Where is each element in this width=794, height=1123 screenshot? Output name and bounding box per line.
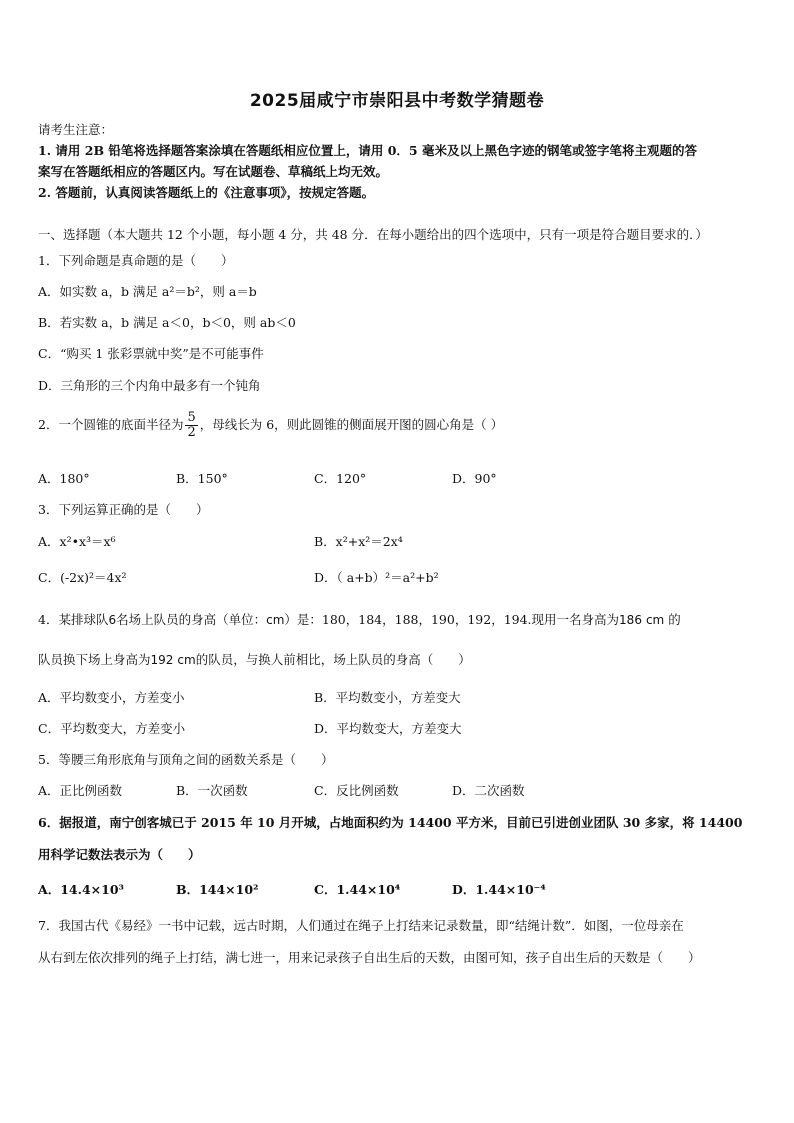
q2-stem <box>38 411 503 440</box>
q4-unit-cm: cm <box>266 613 285 627</box>
q4-line-1-pre: 4．某排球队 <box>38 612 109 627</box>
q2-stem-post: ，母线长为 6，则此圆锥的侧面展开图的圆心角是（ ） <box>199 417 504 432</box>
q3-option-a: A．x²•x³＝x⁶ <box>38 534 116 549</box>
q4-line-1-end: 的 <box>668 612 681 627</box>
q1-option-c: C．“购买 1 张彩票就中奖”是不可能事件 <box>38 346 264 361</box>
q4-option-d: D．平均数变大，方差变大 <box>314 721 462 736</box>
q6-line-1: 6．据报道，南宁创客城已于 2015 年 10 月开城，占地面积约为 14400 平方米，目前已引进创业团队 30 多家，将 14400 <box>38 815 743 830</box>
q2-fraction-numerator: 5 <box>187 410 196 425</box>
q2-stem-pre: 2．一个圆锥的底面半径为 <box>38 417 184 432</box>
q4-count: 6 <box>108 613 117 627</box>
q2-option-a: A．180° <box>38 471 90 486</box>
q4-line-1-mid2: ）是：180，184，188，190，192，194.现用一名身高为 <box>284 612 620 627</box>
notice-item-1-line-1: 1. 请用 2B 铅笔将选择题答案涂填在答题纸相应位置上，请用 0．5 毫米及以上黑色字迹的钢笔或签字笔将主观题的答 <box>38 143 697 158</box>
notice-item-1-line-2: 案写在答题纸相应的答题区内。写在试题卷、草稿纸上均无效。 <box>38 164 389 179</box>
q5-option-b: B．一次函数 <box>176 783 248 798</box>
q6-option-a: A．14.4×10³ <box>38 882 124 897</box>
q3-option-d: D．（ a+b）²＝a²+b² <box>314 570 439 585</box>
q4-option-a: A．平均数变小，方差变小 <box>38 690 185 705</box>
q4-unit-cm-2: cm <box>645 613 665 627</box>
notice-heading: 请考生注意： <box>38 122 114 137</box>
q1-option-b: B．若实数 a，b 满足 a＜0，b＜0，则 ab＜0 <box>38 315 296 330</box>
q7-line-2: 从右到左依次排列的绳子上打结，满七进一，用来记录孩子自出生后的天数，由图可知，孩子自出生后的天数是（ ） <box>38 950 701 965</box>
q6-option-d: D．1.44×10⁻⁴ <box>452 882 546 897</box>
q4-option-b: B．平均数变小，方差变大 <box>314 690 461 705</box>
q5-option-d: D．二次函数 <box>452 783 525 798</box>
q3-option-b: B．x²+x²＝2x⁴ <box>314 534 403 549</box>
q1-stem: 1．下列命题是真命题的是（ ） <box>38 253 234 268</box>
section-heading: 一、选择题（本大题共 12 个小题，每小题 4 分，共 48 分．在每小题给出的四个选项中，只有一项是符合题目要求的．） <box>38 227 708 242</box>
q5-stem: 5．等腰三角形底角与顶角之间的函数关系是（ ） <box>38 752 334 767</box>
q4-line-2 <box>38 650 471 668</box>
q4-line-2-post: 的队员，与换人前相比，场上队员的身高（ ） <box>195 652 471 667</box>
q4-unit-cm-3: cm <box>177 653 196 667</box>
q2-fraction <box>185 411 197 440</box>
q4-option-c: C．平均数变大，方差变小 <box>38 721 186 736</box>
q3-stem: 3．下列运算正确的是（ ） <box>38 502 209 517</box>
q4-line-2-pre: 队员换下场上身高为 <box>38 652 151 667</box>
q2-option-b: B．150° <box>176 471 228 486</box>
q5-option-a: A．正比例函数 <box>38 783 123 798</box>
q6-option-b: B．144×10² <box>176 882 259 897</box>
q6-line-2: 用科学记数法表示为（ ） <box>38 847 201 862</box>
notice-item-2: 2. 答题前，认真阅读答题纸上的《注意事项》，按规定答题。 <box>38 185 375 200</box>
q5-option-c: C．反比例函数 <box>314 783 399 798</box>
q1-option-d: D．三角形的三个内角中最多有一个钝角 <box>38 378 261 393</box>
q4-height-186: 186 <box>619 613 642 627</box>
q1-option-a: A．如实数 a，b 满足 a²＝b²，则 a＝b <box>38 284 257 299</box>
q3-option-c: C．(-2x)²＝4x² <box>38 570 127 585</box>
q2-option-d: D．90° <box>452 471 497 486</box>
q2-option-c: C．120° <box>314 471 367 486</box>
q6-option-c: C．1.44×10⁴ <box>314 882 401 897</box>
q4-line-1 <box>38 610 681 628</box>
q4-line-1-mid: 名场上队员的身高（单位： <box>116 612 267 627</box>
q7-line-1: 7．我国古代《易经》一书中记载，远古时期，人们通过在绳子上打结来记录数量，即“结绳计数”．如图，一位母亲在 <box>38 918 684 933</box>
q2-fraction-denominator: 2 <box>187 425 196 440</box>
page-title: 2025届咸宁市崇阳县中考数学猜题卷 <box>249 91 545 111</box>
q4-height-192: 192 <box>150 653 174 667</box>
